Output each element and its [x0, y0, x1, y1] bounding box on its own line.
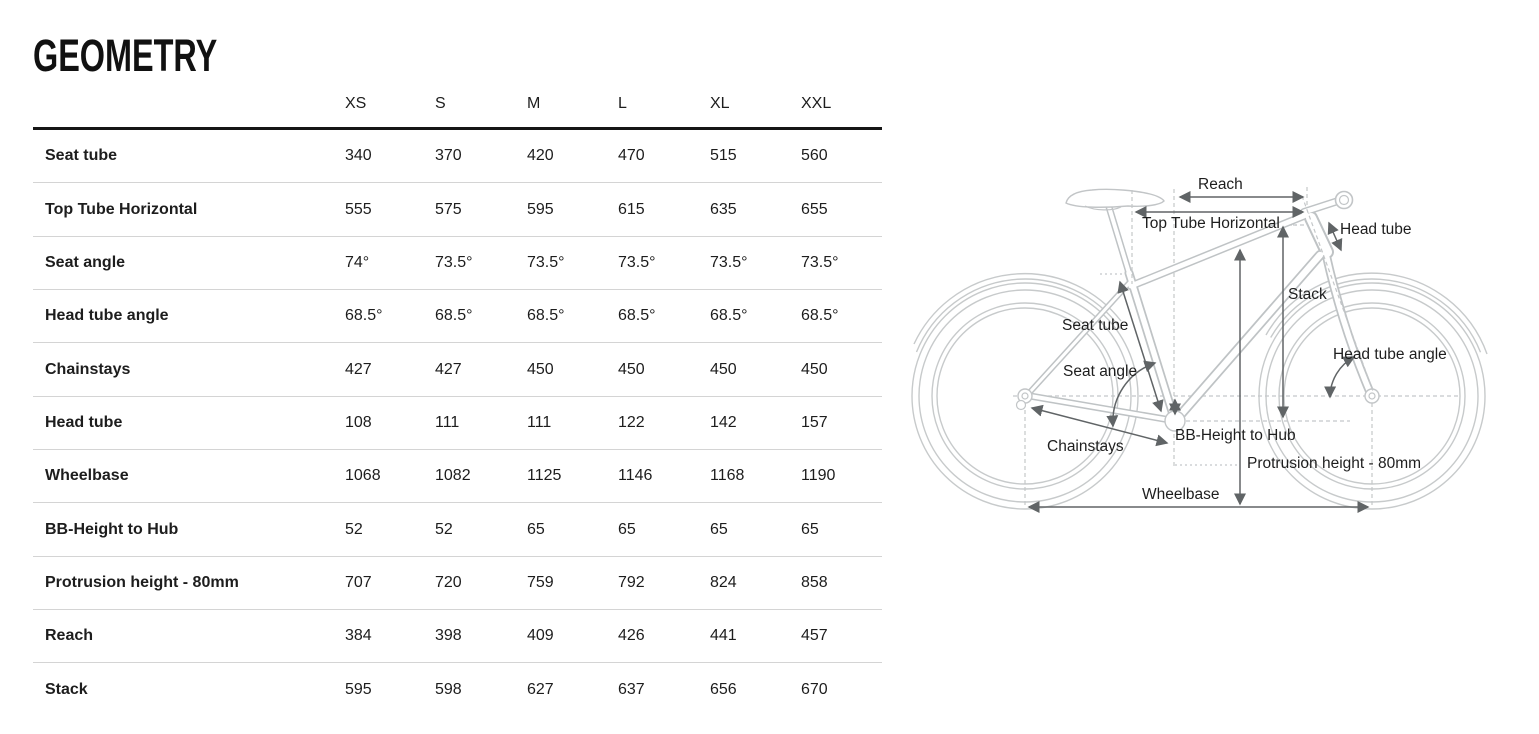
row-label: Head tube	[45, 413, 123, 431]
row-label: Seat angle	[45, 253, 126, 271]
cell-value: 73.5°	[435, 253, 473, 271]
diagram-label-seat-angle: Seat angle	[1063, 363, 1138, 380]
cell-value: 560	[801, 147, 828, 165]
row-label: BB-Height to Hub	[45, 520, 179, 538]
table-row	[33, 130, 882, 183]
row-label: Protrusion height - 80mm	[45, 573, 239, 591]
cell-value: 759	[527, 573, 554, 591]
size-column-header: M	[527, 95, 541, 112]
cell-value: 68.5°	[801, 307, 839, 325]
cell-value: 52	[345, 520, 363, 538]
cell-value: 111	[435, 413, 460, 431]
size-column-header: XS	[345, 95, 367, 112]
diagram-label-protrusion-height: Protrusion height - 80mm	[1247, 455, 1422, 472]
table-row	[33, 503, 882, 556]
cell-value: 52	[435, 520, 453, 538]
cell-value: 65	[801, 520, 819, 538]
cell-value: 73.5°	[527, 253, 565, 271]
cell-value: 635	[710, 200, 737, 218]
table-row	[33, 450, 882, 503]
geometry-table	[33, 88, 882, 717]
cell-value: 68.5°	[435, 307, 473, 325]
cell-value: 420	[527, 147, 554, 165]
size-column-header: L	[618, 95, 627, 112]
cell-value: 470	[618, 147, 645, 165]
cell-value: 108	[345, 413, 372, 431]
cell-value: 1168	[710, 467, 745, 485]
cell-value: 340	[345, 147, 372, 165]
cell-value: 1190	[801, 467, 836, 485]
cell-value: 450	[710, 360, 737, 378]
table-row	[33, 290, 882, 343]
cell-value: 427	[345, 360, 372, 378]
diagram-label-head-tube: Head tube	[1340, 221, 1412, 238]
cell-value: 656	[710, 681, 737, 699]
cell-value: 450	[801, 360, 828, 378]
cell-value: 111	[527, 413, 552, 431]
cell-value: 398	[435, 627, 462, 645]
cell-value: 627	[527, 681, 554, 699]
cell-value: 409	[527, 627, 554, 645]
cell-value: 1125	[527, 467, 562, 485]
cell-value: 555	[345, 200, 372, 218]
table-body	[33, 130, 882, 717]
cell-value: 427	[435, 360, 462, 378]
table-row	[33, 343, 882, 396]
row-label: Top Tube Horizontal	[45, 200, 198, 218]
bike-line-drawing	[900, 140, 1539, 540]
diagram-label-stack: Stack	[1288, 286, 1327, 303]
cell-value: 68.5°	[618, 307, 656, 325]
cell-value: 122	[618, 413, 645, 431]
row-label: Reach	[45, 627, 94, 645]
cell-value: 595	[527, 200, 554, 218]
table-row	[33, 183, 882, 236]
cell-value: 595	[345, 681, 372, 699]
table-row	[33, 397, 882, 450]
cell-value: 157	[801, 413, 828, 431]
cell-value: 73.5°	[710, 253, 748, 271]
cell-value: 1082	[435, 467, 471, 485]
cell-value: 142	[710, 413, 737, 431]
bike-geometry-diagram	[900, 140, 1539, 540]
diagram-label-reach: Reach	[1198, 176, 1243, 193]
row-label: Wheelbase	[45, 467, 129, 485]
diagram-label-head-tube-angle: Head tube angle	[1333, 346, 1447, 363]
cell-value: 74°	[345, 253, 370, 271]
cell-value: 670	[801, 681, 828, 699]
diagram-label-top-tube: Top Tube Horizontal	[1142, 215, 1280, 232]
table-row	[33, 610, 882, 663]
cell-value: 65	[710, 520, 728, 538]
cell-value: 65	[618, 520, 636, 538]
cell-value: 720	[435, 573, 462, 591]
table-row	[33, 663, 882, 716]
size-column-header: XXL	[801, 95, 832, 112]
row-label: Stack	[45, 681, 88, 699]
cell-value: 68.5°	[710, 307, 748, 325]
cell-value: 68.5°	[527, 307, 565, 325]
cell-value: 370	[435, 147, 462, 165]
diagram-label-wheelbase: Wheelbase	[1142, 486, 1220, 503]
cell-value: 655	[801, 200, 828, 218]
cell-value: 65	[527, 520, 545, 538]
cell-value: 858	[801, 573, 828, 591]
diagram-label-seat-tube: Seat tube	[1062, 317, 1129, 334]
table-row	[33, 237, 882, 290]
cell-value: 73.5°	[618, 253, 656, 271]
cell-value: 615	[618, 200, 645, 218]
cell-value: 824	[710, 573, 737, 591]
row-label: Seat tube	[45, 147, 118, 165]
cell-value: 575	[435, 200, 462, 218]
cell-value: 426	[618, 627, 645, 645]
table-header-row	[33, 88, 882, 130]
cell-value: 1146	[618, 467, 653, 485]
cell-value: 450	[618, 360, 645, 378]
size-column-header: S	[435, 95, 446, 112]
cell-value: 1068	[345, 467, 381, 485]
cell-value: 384	[345, 627, 372, 645]
cell-value: 707	[345, 573, 372, 591]
size-column-header: XL	[710, 95, 730, 112]
cell-value: 450	[527, 360, 554, 378]
row-label: Chainstays	[45, 360, 131, 378]
table-row	[33, 557, 882, 610]
cell-value: 73.5°	[801, 253, 839, 271]
cell-value: 515	[710, 147, 737, 165]
cell-value: 457	[801, 627, 828, 645]
cell-value: 637	[618, 681, 645, 699]
cell-value: 598	[435, 681, 462, 699]
diagram-label-chainstays: Chainstays	[1047, 438, 1124, 455]
row-label: Head tube angle	[45, 307, 169, 325]
header-spacer	[33, 88, 345, 127]
page-title: GEOMETRY	[33, 30, 218, 81]
saddle	[1066, 189, 1164, 207]
cell-value: 68.5°	[345, 307, 383, 325]
cell-value: 792	[618, 573, 645, 591]
diagram-label-bb-height: BB-Height to Hub	[1175, 427, 1296, 444]
cell-value: 441	[710, 627, 737, 645]
